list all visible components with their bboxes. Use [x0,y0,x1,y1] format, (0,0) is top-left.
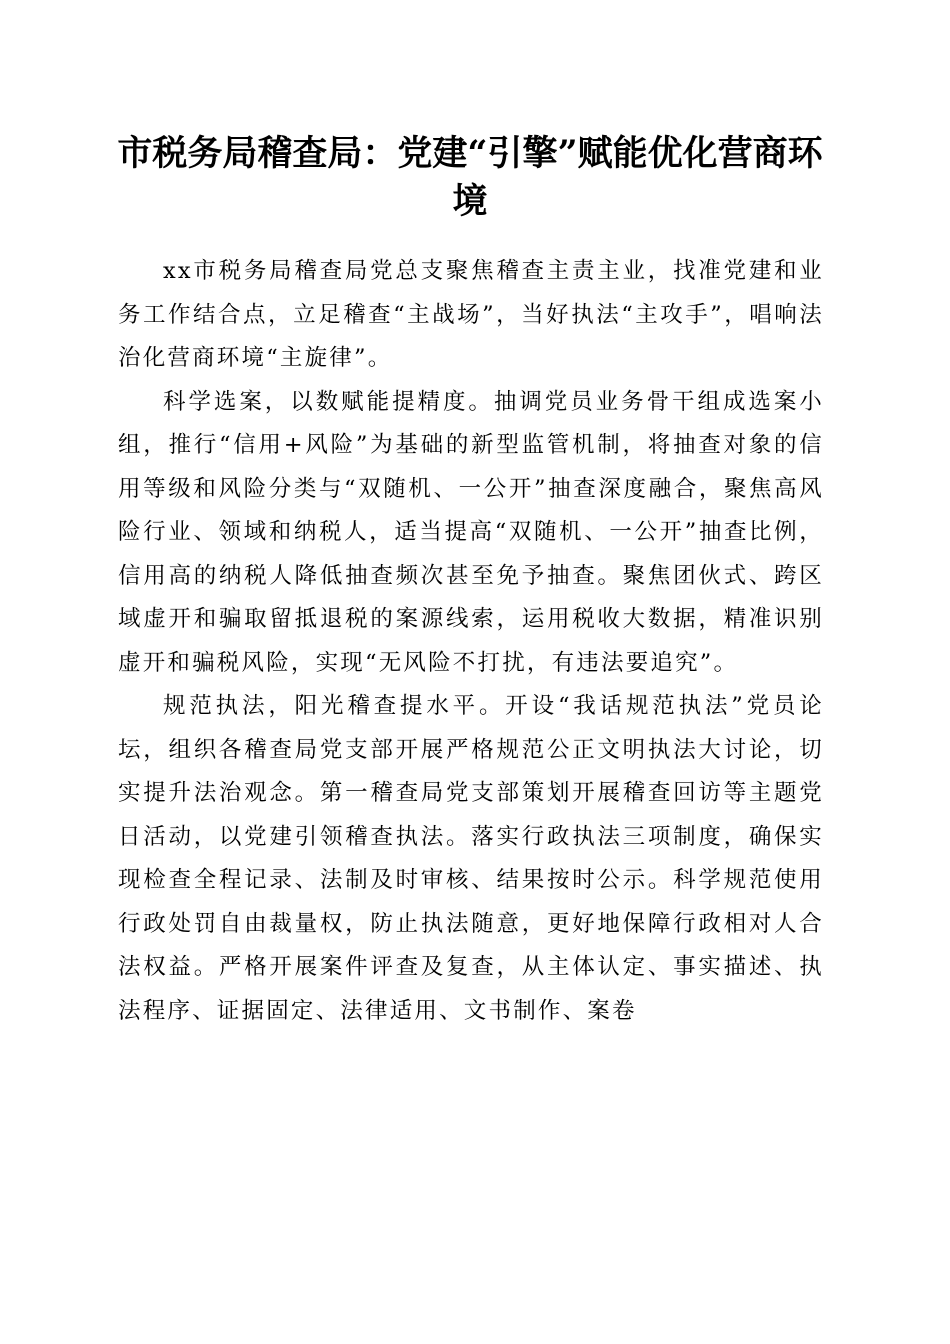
paragraph-case-selection: 科学选案，以数赋能提精度。抽调党员业务骨干组成选案小组，推行“信用+风险”为基础的新型监管机制，将抽查对象的信用等级和风险分类与“双随机、一公开”抽查深度融合，聚焦高风险行业、领域和纳税人，适当提高“双随机、一公开”抽查比例，信用高的纳税人降低抽查频次甚至免予抽查。聚焦团伙式、跨区域虚开和骗取留抵退税的案源线索，运用税收大数据，精准识别虚开和骗税风险，实现“无风险不打扰，有违法要追究”。 [118,388,824,676]
document-body [118,250,824,1033]
document-title: 市税务局稽查局：党建“引擎”赋能优化营商环境 [117,133,823,222]
paragraph-intro: xx市税务局稽查局党总支聚焦稽查主责主业，找准党建和业务工作结合点，立足稽查“主战场”，当好执法“主攻手”，唱响法治化营商环境“主旋律”。 [118,258,824,371]
paragraph-law-enforcement: 规范执法，阳光稽查提水平。开设“我话规范执法”党员论坛，组织各稽查局党支部开展严格规范公正文明执法大讨论，切实提升法治观念。第一稽查局党支部策划开展稽查回访等主题党日活动，以党建引领稽查执法。落实行政执法三项制度，确保实现检查全程记录、法制及时审核、结果按时公示。科学规范使用行政处罚自由裁量权，防止执法随意，更好地保障行政相对人合法权益。严格开展案件评查及复查，从主体认定、事实描述、执法程序、证据固定、法律适用、文书制作、案卷 [118,693,824,1024]
